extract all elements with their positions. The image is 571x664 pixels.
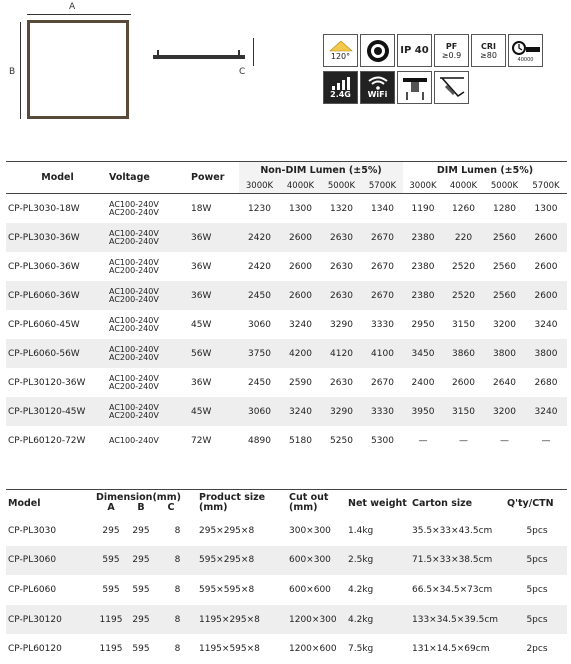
pf-value: ≥0.9 bbox=[441, 50, 462, 60]
lumen-cell: 2590 bbox=[289, 377, 312, 388]
qty-cell: 2pcs bbox=[526, 644, 548, 655]
power-cell: 56W bbox=[191, 339, 239, 368]
lumen-cell: 2380 bbox=[411, 261, 435, 272]
carton-size-cell: 35.5×33×43.5cm bbox=[412, 525, 493, 536]
dim-b-cell: 295 bbox=[126, 605, 156, 635]
lumen-cell: 5250 bbox=[330, 435, 353, 446]
col-dimension bbox=[96, 490, 199, 517]
surface-mount-icon bbox=[397, 71, 432, 104]
lumen-cell: 2670 bbox=[371, 261, 394, 272]
lumen-cell: 3060 bbox=[248, 319, 271, 330]
voltage-cell bbox=[109, 310, 191, 339]
lumen-cell: 2520 bbox=[452, 261, 475, 272]
lumen-cell: 2600 bbox=[452, 377, 475, 388]
lumen-cell: 2600 bbox=[280, 223, 321, 252]
lumen-cell: 3240 bbox=[525, 397, 567, 426]
lumen-cell: 5300 bbox=[371, 435, 394, 446]
col-power: Power bbox=[191, 162, 239, 194]
lumen-cell: 2640 bbox=[493, 377, 516, 388]
lumen-cell: 3150 bbox=[443, 397, 484, 426]
lumen-cell: 1300 bbox=[534, 203, 558, 214]
signal-2-4g-icon: 2.4G bbox=[323, 71, 358, 104]
lumen-cell: 2450 bbox=[239, 281, 280, 310]
dim-a-cell: 595 bbox=[102, 584, 120, 595]
voltage-line: AC200-240V bbox=[109, 352, 159, 362]
cri-label: CRI bbox=[480, 41, 496, 51]
carton-size-cell: 71.5×33×38.5cm bbox=[412, 546, 507, 576]
lumen-cell: 1300 bbox=[289, 203, 312, 214]
panel-side-lip-left bbox=[157, 50, 159, 56]
model-cell: CP-PL6060-45W bbox=[8, 319, 80, 330]
lumen-cell: 3240 bbox=[289, 319, 312, 330]
model-cell: CP-PL3060 bbox=[6, 546, 96, 576]
voltage-line: AC100-240V bbox=[109, 257, 159, 267]
lumen-cell: 2600 bbox=[534, 261, 558, 272]
carton-size-cell: 133×34.5×39.5cm bbox=[412, 605, 507, 635]
product-size-cell: 595×595×8 bbox=[199, 584, 255, 595]
table-row bbox=[6, 546, 567, 576]
dim-b-header: B bbox=[137, 502, 145, 513]
voltage-line: AC200-240V bbox=[109, 207, 159, 217]
voltage-line: AC100-240V bbox=[109, 315, 159, 325]
lumen-cell: 3860 bbox=[443, 339, 484, 368]
lumen-cell: 2400 bbox=[411, 377, 435, 388]
voltage-line: AC100-240V bbox=[109, 228, 159, 238]
pf-label: PF bbox=[445, 41, 458, 51]
dimension-c-label: C bbox=[239, 67, 246, 77]
table-row bbox=[6, 605, 567, 635]
lumen-cell: 3200 bbox=[493, 319, 516, 330]
cct-header: 4000K bbox=[280, 179, 321, 194]
voltage-cell bbox=[109, 339, 191, 368]
lumen-cell: 3200 bbox=[484, 397, 525, 426]
panel-side-diagram bbox=[150, 30, 270, 80]
model-cell: CP-PL30120-45W bbox=[6, 397, 109, 426]
table-row bbox=[6, 368, 567, 397]
voltage-line: AC100-240V bbox=[109, 344, 159, 354]
voltage-cell bbox=[109, 223, 191, 252]
lumen-cell: 2680 bbox=[534, 377, 558, 388]
cct-header: 4000K bbox=[443, 179, 484, 194]
power-cell: 45W bbox=[191, 397, 239, 426]
col-dim-lumen: DIM Lumen (±5%) bbox=[436, 165, 534, 176]
cct-header: 5700K bbox=[525, 179, 567, 194]
voltage-line: AC200-240V bbox=[109, 323, 159, 333]
net-weight-cell: 1.4kg bbox=[348, 525, 374, 536]
col-model: Model bbox=[6, 162, 109, 194]
voltage-line: AC100-240V bbox=[109, 402, 159, 412]
table-row bbox=[6, 310, 567, 339]
cut-out-cell: 1200×300 bbox=[289, 605, 348, 635]
lumen-cell: 3290 bbox=[330, 319, 353, 330]
lumen-cell: 3950 bbox=[403, 397, 443, 426]
voltage-line: AC200-240V bbox=[109, 410, 159, 420]
product-size-unit: (mm) bbox=[199, 502, 228, 513]
lumen-cell: 220 bbox=[443, 223, 484, 252]
lumen-cell: 2560 bbox=[484, 223, 525, 252]
qty-cell: 5pcs bbox=[507, 605, 567, 635]
cut-out-cell: 300×300 bbox=[289, 525, 331, 536]
cut-out-cell: 600×600 bbox=[289, 584, 331, 595]
dim-b-cell: 295 bbox=[132, 525, 150, 536]
cut-out-header: Cut out bbox=[289, 492, 329, 503]
dim-a-cell: 595 bbox=[96, 546, 126, 576]
qty-cell: 5pcs bbox=[507, 546, 567, 576]
voltage-line: AC100-240V bbox=[109, 373, 159, 383]
lumen-cell: 2670 bbox=[362, 223, 403, 252]
lumen-cell: 3330 bbox=[362, 397, 403, 426]
voltage-cell bbox=[109, 252, 191, 281]
lumen-cell: 3290 bbox=[321, 397, 362, 426]
lumen-cell: 2670 bbox=[371, 377, 394, 388]
lumen-cell: 3060 bbox=[239, 397, 280, 426]
lumen-cell: 2420 bbox=[248, 261, 271, 272]
lifespan-icon: 40000 bbox=[508, 34, 543, 67]
model-cell: CP-PL6060 bbox=[8, 584, 57, 595]
voltage-line: AC200-240V bbox=[109, 294, 159, 304]
table-row bbox=[6, 252, 567, 281]
cct-header: 5000K bbox=[484, 179, 525, 194]
wifi-icon: WiFi bbox=[360, 71, 395, 104]
col-net-weight: Net weight bbox=[348, 497, 407, 509]
table-row bbox=[6, 426, 567, 455]
ip-rating-icon: IP 40 bbox=[397, 34, 432, 67]
model-cell: CP-PL6060-36W bbox=[6, 281, 109, 310]
panel-frame bbox=[27, 20, 129, 119]
table-row bbox=[6, 281, 567, 310]
panel-side-lip-right bbox=[238, 50, 240, 56]
model-cell: CP-PL30120-36W bbox=[8, 377, 86, 388]
product-size-cell: 595×295×8 bbox=[199, 546, 289, 576]
net-weight-cell: 4.2kg bbox=[348, 584, 374, 595]
voltage-line: AC100-240V bbox=[109, 286, 159, 296]
cct-header: 3000K bbox=[239, 179, 280, 194]
lumen-cell: 2630 bbox=[321, 281, 362, 310]
dim-a-cell: 295 bbox=[102, 525, 120, 536]
cct-header: 3000K bbox=[403, 179, 443, 194]
lumen-cell: — bbox=[500, 435, 509, 446]
lumen-cell: 4120 bbox=[321, 339, 362, 368]
carton-size-cell: 131×14.5×69cm bbox=[412, 644, 490, 655]
power-cell: 72W bbox=[191, 435, 212, 446]
cut-out-cell: 1200×600 bbox=[289, 644, 337, 655]
model-cell: CP-PL3030-18W bbox=[8, 203, 80, 214]
table-row bbox=[6, 194, 567, 224]
power-cell: 36W bbox=[191, 377, 212, 388]
lumen-cell: 3800 bbox=[525, 339, 567, 368]
table-row bbox=[6, 634, 567, 664]
lumen-cell: 1190 bbox=[411, 203, 435, 214]
table-row bbox=[6, 339, 567, 368]
lumen-cell: 3240 bbox=[534, 319, 558, 330]
voltage-line: AC100-240V bbox=[109, 435, 159, 445]
model-cell: CP-PL30120 bbox=[6, 605, 96, 635]
cri-value: ≥80 bbox=[480, 50, 497, 60]
product-size-cell: 1195×295×8 bbox=[199, 605, 289, 635]
lumen-cell: 2560 bbox=[493, 261, 516, 272]
lumen-cell: 4890 bbox=[248, 435, 271, 446]
dim-c-cell: 8 bbox=[174, 525, 181, 536]
dimension-b-label: B bbox=[9, 67, 16, 77]
table-row bbox=[6, 223, 567, 252]
dim-c-header: C bbox=[167, 502, 175, 513]
voltage-line: AC200-240V bbox=[109, 381, 159, 391]
table-row bbox=[6, 575, 567, 605]
cct-header: 5000K bbox=[321, 179, 362, 194]
power-cell: 45W bbox=[191, 319, 212, 330]
voltage-cell bbox=[109, 397, 191, 426]
lumen-cell: 2380 bbox=[403, 281, 443, 310]
dim-c-cell: 8 bbox=[174, 644, 181, 655]
lumen-table bbox=[6, 161, 567, 455]
lumen-cell: 1320 bbox=[330, 203, 353, 214]
col-cut-out bbox=[289, 490, 348, 517]
lumen-cell: 2380 bbox=[403, 223, 443, 252]
dim-c-cell: 8 bbox=[156, 546, 199, 576]
dim-c-cell: 8 bbox=[156, 605, 199, 635]
lumen-cell: 2600 bbox=[525, 281, 567, 310]
table-row bbox=[6, 397, 567, 426]
recessed-mount-icon bbox=[434, 71, 469, 104]
lumen-cell: 1340 bbox=[371, 203, 394, 214]
model-cell: CP-PL60120 bbox=[8, 644, 62, 655]
col-product-size bbox=[199, 490, 289, 517]
lumen-cell: 2420 bbox=[239, 223, 280, 252]
lumen-cell: 1260 bbox=[452, 203, 475, 214]
lumen-cell: 1280 bbox=[493, 203, 516, 214]
cri-icon bbox=[471, 34, 506, 67]
lumen-cell: 2600 bbox=[525, 223, 567, 252]
net-weight-cell: 4.2kg bbox=[348, 605, 412, 635]
lumen-cell: — bbox=[541, 435, 551, 446]
col-voltage: Voltage bbox=[109, 162, 191, 194]
dimension-table bbox=[6, 489, 567, 664]
carton-size-cell: 66.5×34.5×73cm bbox=[412, 584, 493, 595]
qty-cell: 5pcs bbox=[526, 584, 548, 595]
beam-angle-icon: 120° bbox=[323, 34, 358, 67]
dimension-b-line bbox=[20, 22, 21, 119]
lumen-cell: 3240 bbox=[280, 397, 321, 426]
qty-cell: 5pcs bbox=[526, 525, 548, 536]
cct-header: 5700K bbox=[362, 179, 403, 194]
model-cell: CP-PL6060-56W bbox=[6, 339, 109, 368]
product-size-cell: 295×295×8 bbox=[199, 525, 255, 536]
lumen-cell: 2520 bbox=[443, 281, 484, 310]
model-cell: CP-PL60120-72W bbox=[8, 435, 86, 446]
table-row bbox=[6, 516, 567, 546]
voltage-cell bbox=[109, 194, 191, 224]
dimension-a-label: A bbox=[69, 2, 76, 12]
panel-front-diagram bbox=[0, 0, 140, 150]
dim-a-cell: 1195 bbox=[96, 605, 126, 635]
lumen-cell: 2950 bbox=[411, 319, 435, 330]
panel-side-body bbox=[153, 55, 245, 59]
dim-b-cell: 295 bbox=[126, 546, 156, 576]
net-weight-cell: 2.5kg bbox=[348, 546, 412, 576]
power-cell: 36W bbox=[191, 223, 239, 252]
power-cell: 36W bbox=[191, 261, 212, 272]
lumen-cell: 2630 bbox=[321, 223, 362, 252]
power-cell: 36W bbox=[191, 281, 239, 310]
col-model: Model bbox=[8, 497, 41, 509]
lumen-cell: 3150 bbox=[452, 319, 475, 330]
power-cell: 18W bbox=[191, 203, 212, 214]
lumen-cell: 5180 bbox=[289, 435, 312, 446]
dim-c-cell: 8 bbox=[174, 584, 181, 595]
voltage-cell bbox=[109, 281, 191, 310]
voltage-cell bbox=[109, 368, 191, 397]
lumen-cell: 1230 bbox=[248, 203, 271, 214]
product-size-header: Product size bbox=[199, 492, 266, 503]
power-factor-icon bbox=[434, 34, 469, 67]
voltage-cell bbox=[109, 426, 191, 455]
dim-b-cell: 595 bbox=[132, 584, 150, 595]
lumen-cell: 3330 bbox=[371, 319, 394, 330]
dim-a-cell: 1195 bbox=[99, 644, 123, 655]
lumen-cell: 2630 bbox=[330, 377, 353, 388]
dim-a-header: A bbox=[107, 502, 115, 513]
dimension-header: Dimension(mm) bbox=[96, 492, 181, 503]
lumen-cell: 2670 bbox=[362, 281, 403, 310]
model-cell: CP-PL3030-36W bbox=[6, 223, 109, 252]
product-size-cell: 1195×595×8 bbox=[199, 644, 260, 655]
dimension-c-line bbox=[253, 38, 254, 66]
dim-b-cell: 595 bbox=[132, 644, 150, 655]
lumen-cell: 2560 bbox=[484, 281, 525, 310]
model-cell: CP-PL3030 bbox=[8, 525, 57, 536]
voltage-line: AC100-240V bbox=[109, 199, 159, 209]
lumen-cell: 3450 bbox=[403, 339, 443, 368]
cut-out-unit: (mm) bbox=[289, 502, 318, 513]
col-nondim-lumen: Non-DIM Lumen (±5%) bbox=[239, 162, 403, 180]
lumen-cell: 2600 bbox=[289, 261, 312, 272]
lumen-cell: 3750 bbox=[239, 339, 280, 368]
lumen-cell: — bbox=[418, 435, 428, 446]
voltage-line: AC200-240V bbox=[109, 236, 159, 246]
lumen-cell: 2630 bbox=[330, 261, 353, 272]
lumen-cell: 3800 bbox=[484, 339, 525, 368]
lumen-cell: 2450 bbox=[248, 377, 271, 388]
lumen-cell: 4100 bbox=[362, 339, 403, 368]
col-qty: Q'ty/CTN bbox=[507, 497, 554, 509]
col-carton-size: Carton size bbox=[412, 497, 473, 509]
dimension-a-line bbox=[27, 14, 131, 15]
net-weight-cell: 7.5kg bbox=[348, 644, 374, 655]
lumen-cell: 4200 bbox=[280, 339, 321, 368]
cut-out-cell: 600×300 bbox=[289, 546, 348, 576]
no-flicker-icon bbox=[360, 34, 395, 67]
lumen-cell: 2600 bbox=[280, 281, 321, 310]
model-cell: CP-PL3060-36W bbox=[8, 261, 80, 272]
lumen-cell: — bbox=[459, 435, 468, 446]
voltage-line: AC200-240V bbox=[109, 265, 159, 275]
